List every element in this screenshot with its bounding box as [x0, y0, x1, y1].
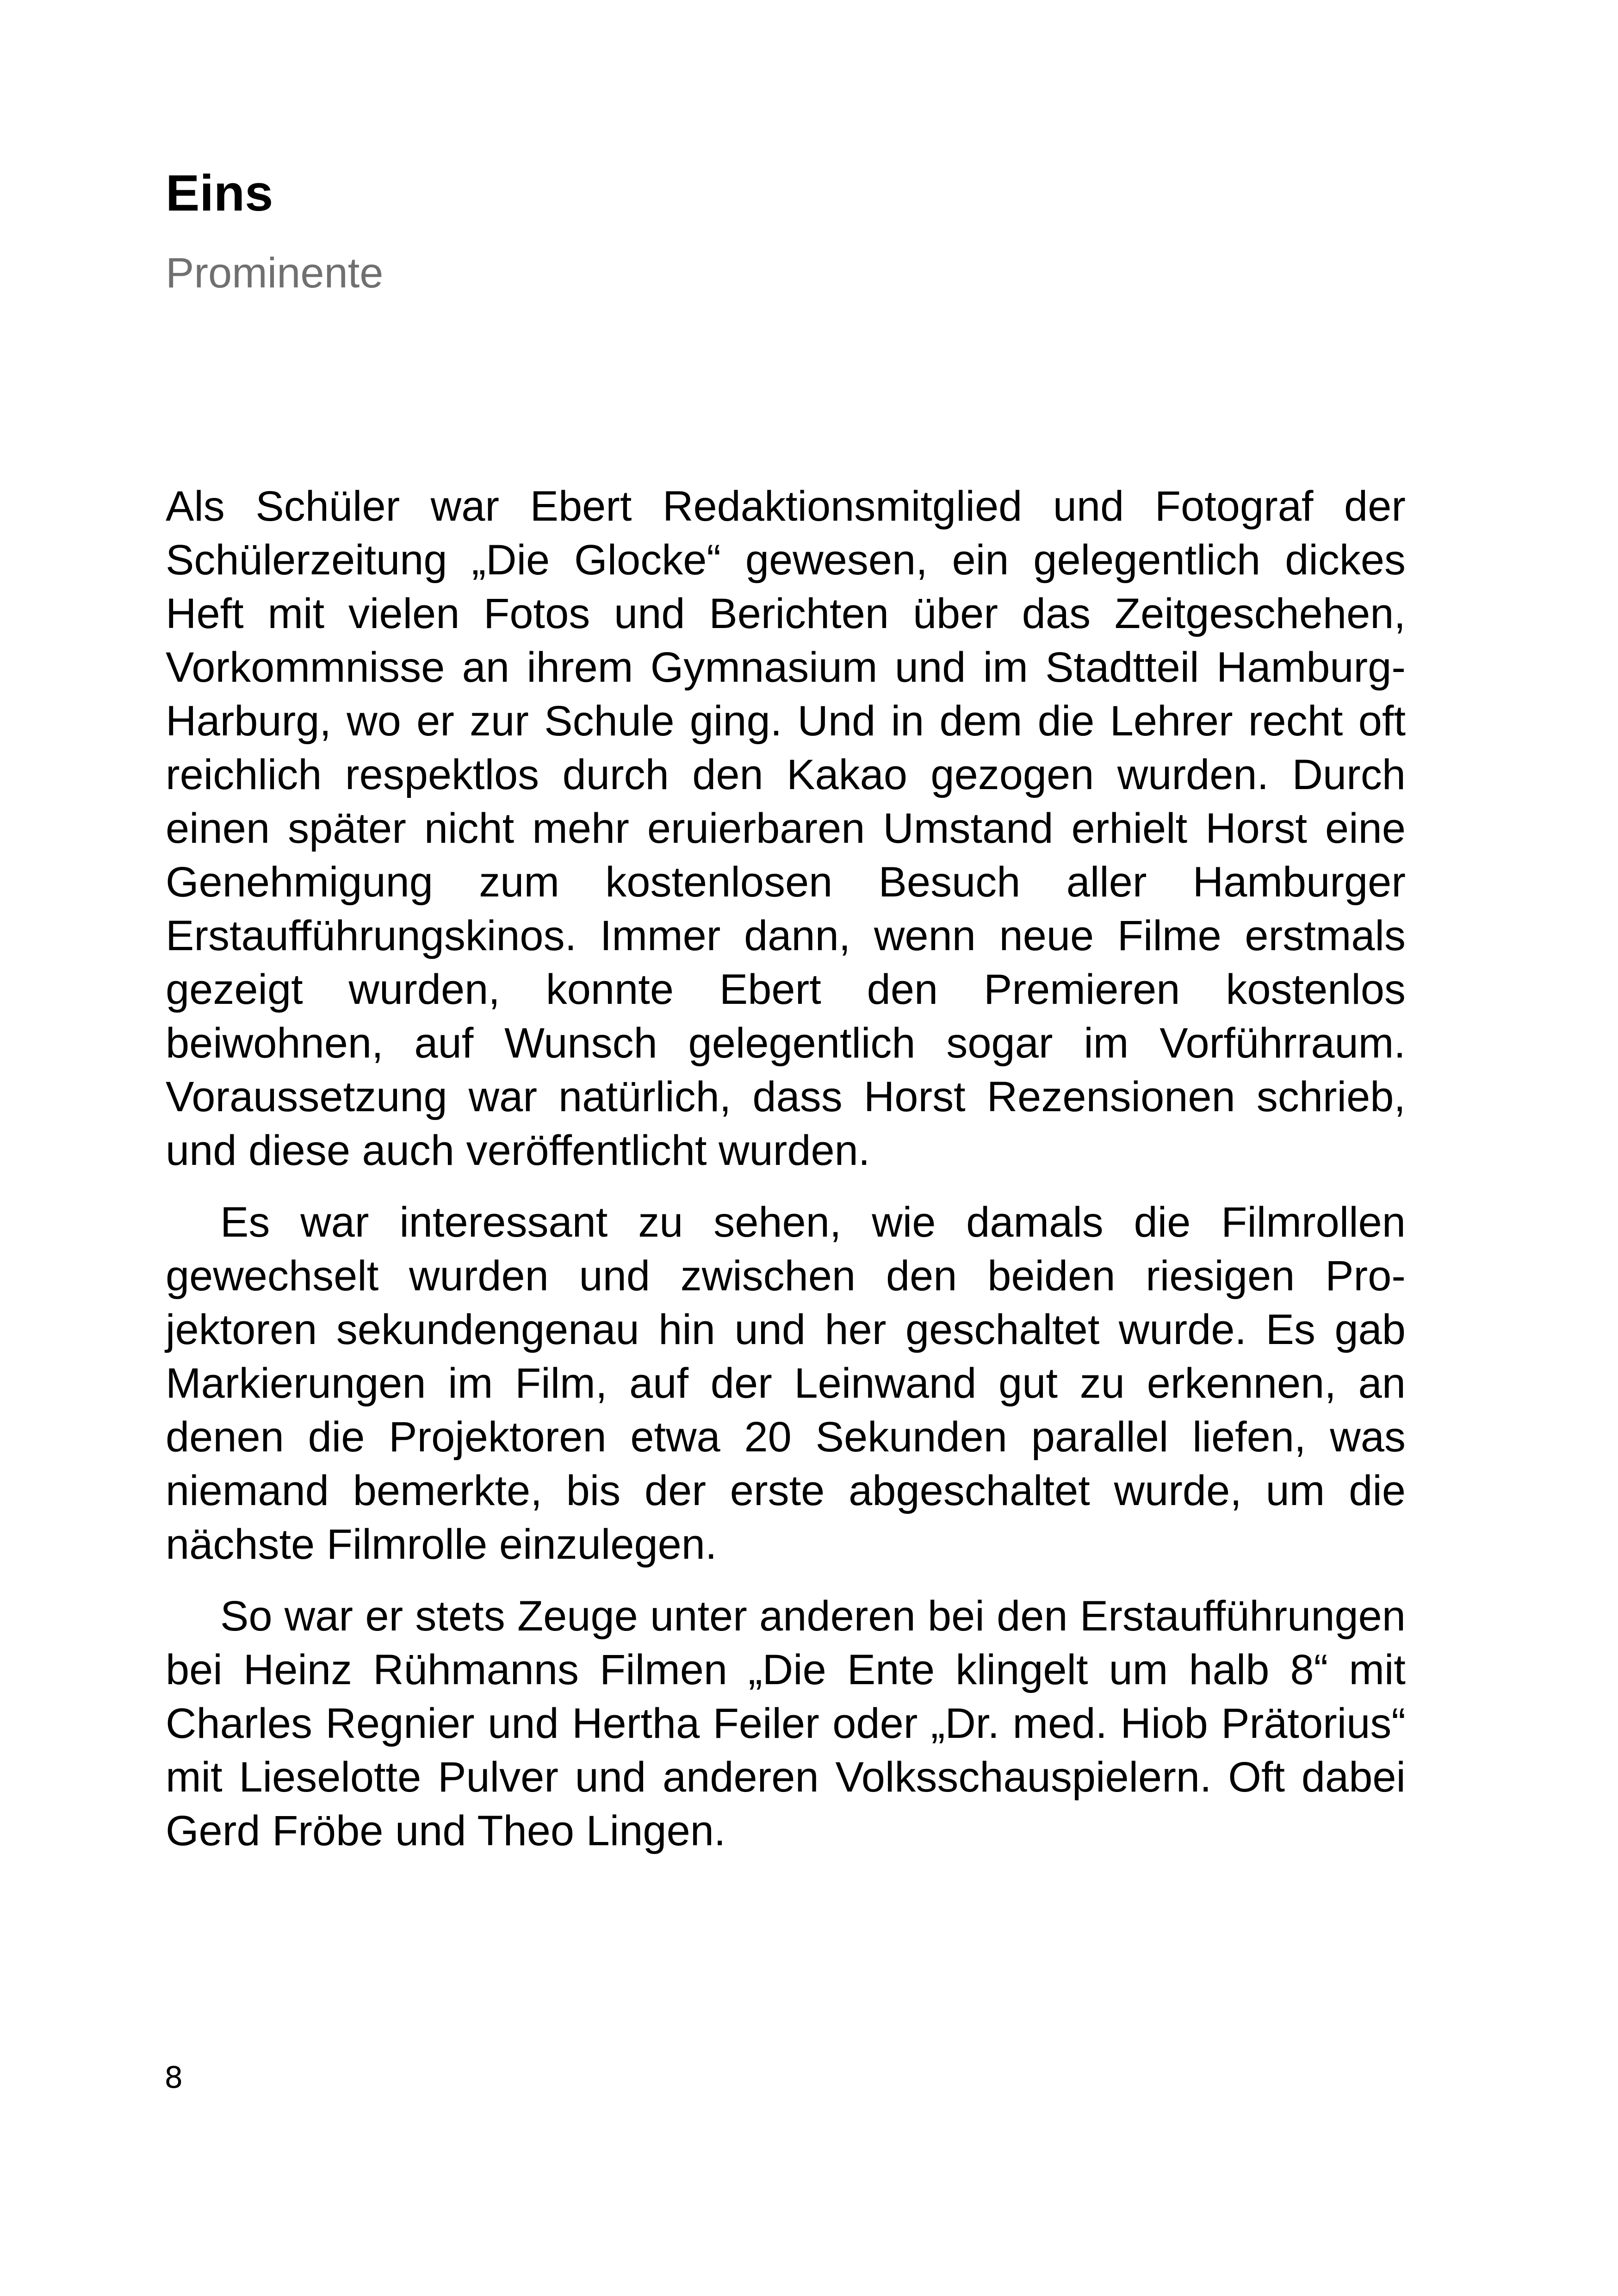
chapter-subtitle: Prominente [166, 249, 384, 297]
paragraph: So war er stets Zeuge unter anderen bei den Erstaufführungen bei Heinz Rühmanns Filmen „Die Ente klingelt um halb 8“ mit Charles Regnier und Hertha Feiler oder „Dr. med. Hiob Prätorius“ mit Lieselotte Pulver und anderen Volksschauspielern. Oft dabei Gerd Fröbe und Theo Lingen. [166, 1593, 1406, 1854]
paragraph: Als Schüler war Ebert Redaktionsmitglied und Fotograf der Schülerzeitung „Die Glocke“ gewesen, ein gelegentlich dickes Heft mit vielen Fotos und Berichten über das Zeitgeschehen, Vorkommnisse an ihrem Gymnasium und im Stadtteil Hamburg-Harburg, wo er zur Schule ging. Und in dem die Lehrer recht oft reichlich respektlos durch den Kakao gezogen wurden. Durch einen später nicht mehr eruierbaren Umstand erhielt Horst eine Genehmigung zum kostenlosen Besuch aller Hamburger Erstaufführungskinos. Immer dann, wenn neue Filme erstmals gezeigt wurden, konnte Ebert den Premieren kostenlos beiwohnen, auf Wunsch gelegentlich sogar im Vorführraum. Voraussetzung war natürlich, dass Horst Rezensionen schrieb, und diese auch veröffentlicht wurden. [166, 483, 1406, 1174]
page-number: 8 [164, 2061, 183, 2095]
paragraph: Es war interessant zu sehen, wie damals die Filmrollen gewechselt wurden und zwischen den beiden riesigen Projektoren sekundengenau hin und her geschaltet wurde. Es gab Markierungen im Film, auf der Leinwand gut zu erkennen, an denen die Projektoren etwa 20 Sekunden parallel liefen, was niemand bemerkte, bis der erste abgeschaltet wurde, um die nächste Filmrolle einzulegen. [166, 1199, 1406, 1568]
chapter-title: Eins [166, 165, 273, 222]
body-text [166, 479, 1406, 1876]
